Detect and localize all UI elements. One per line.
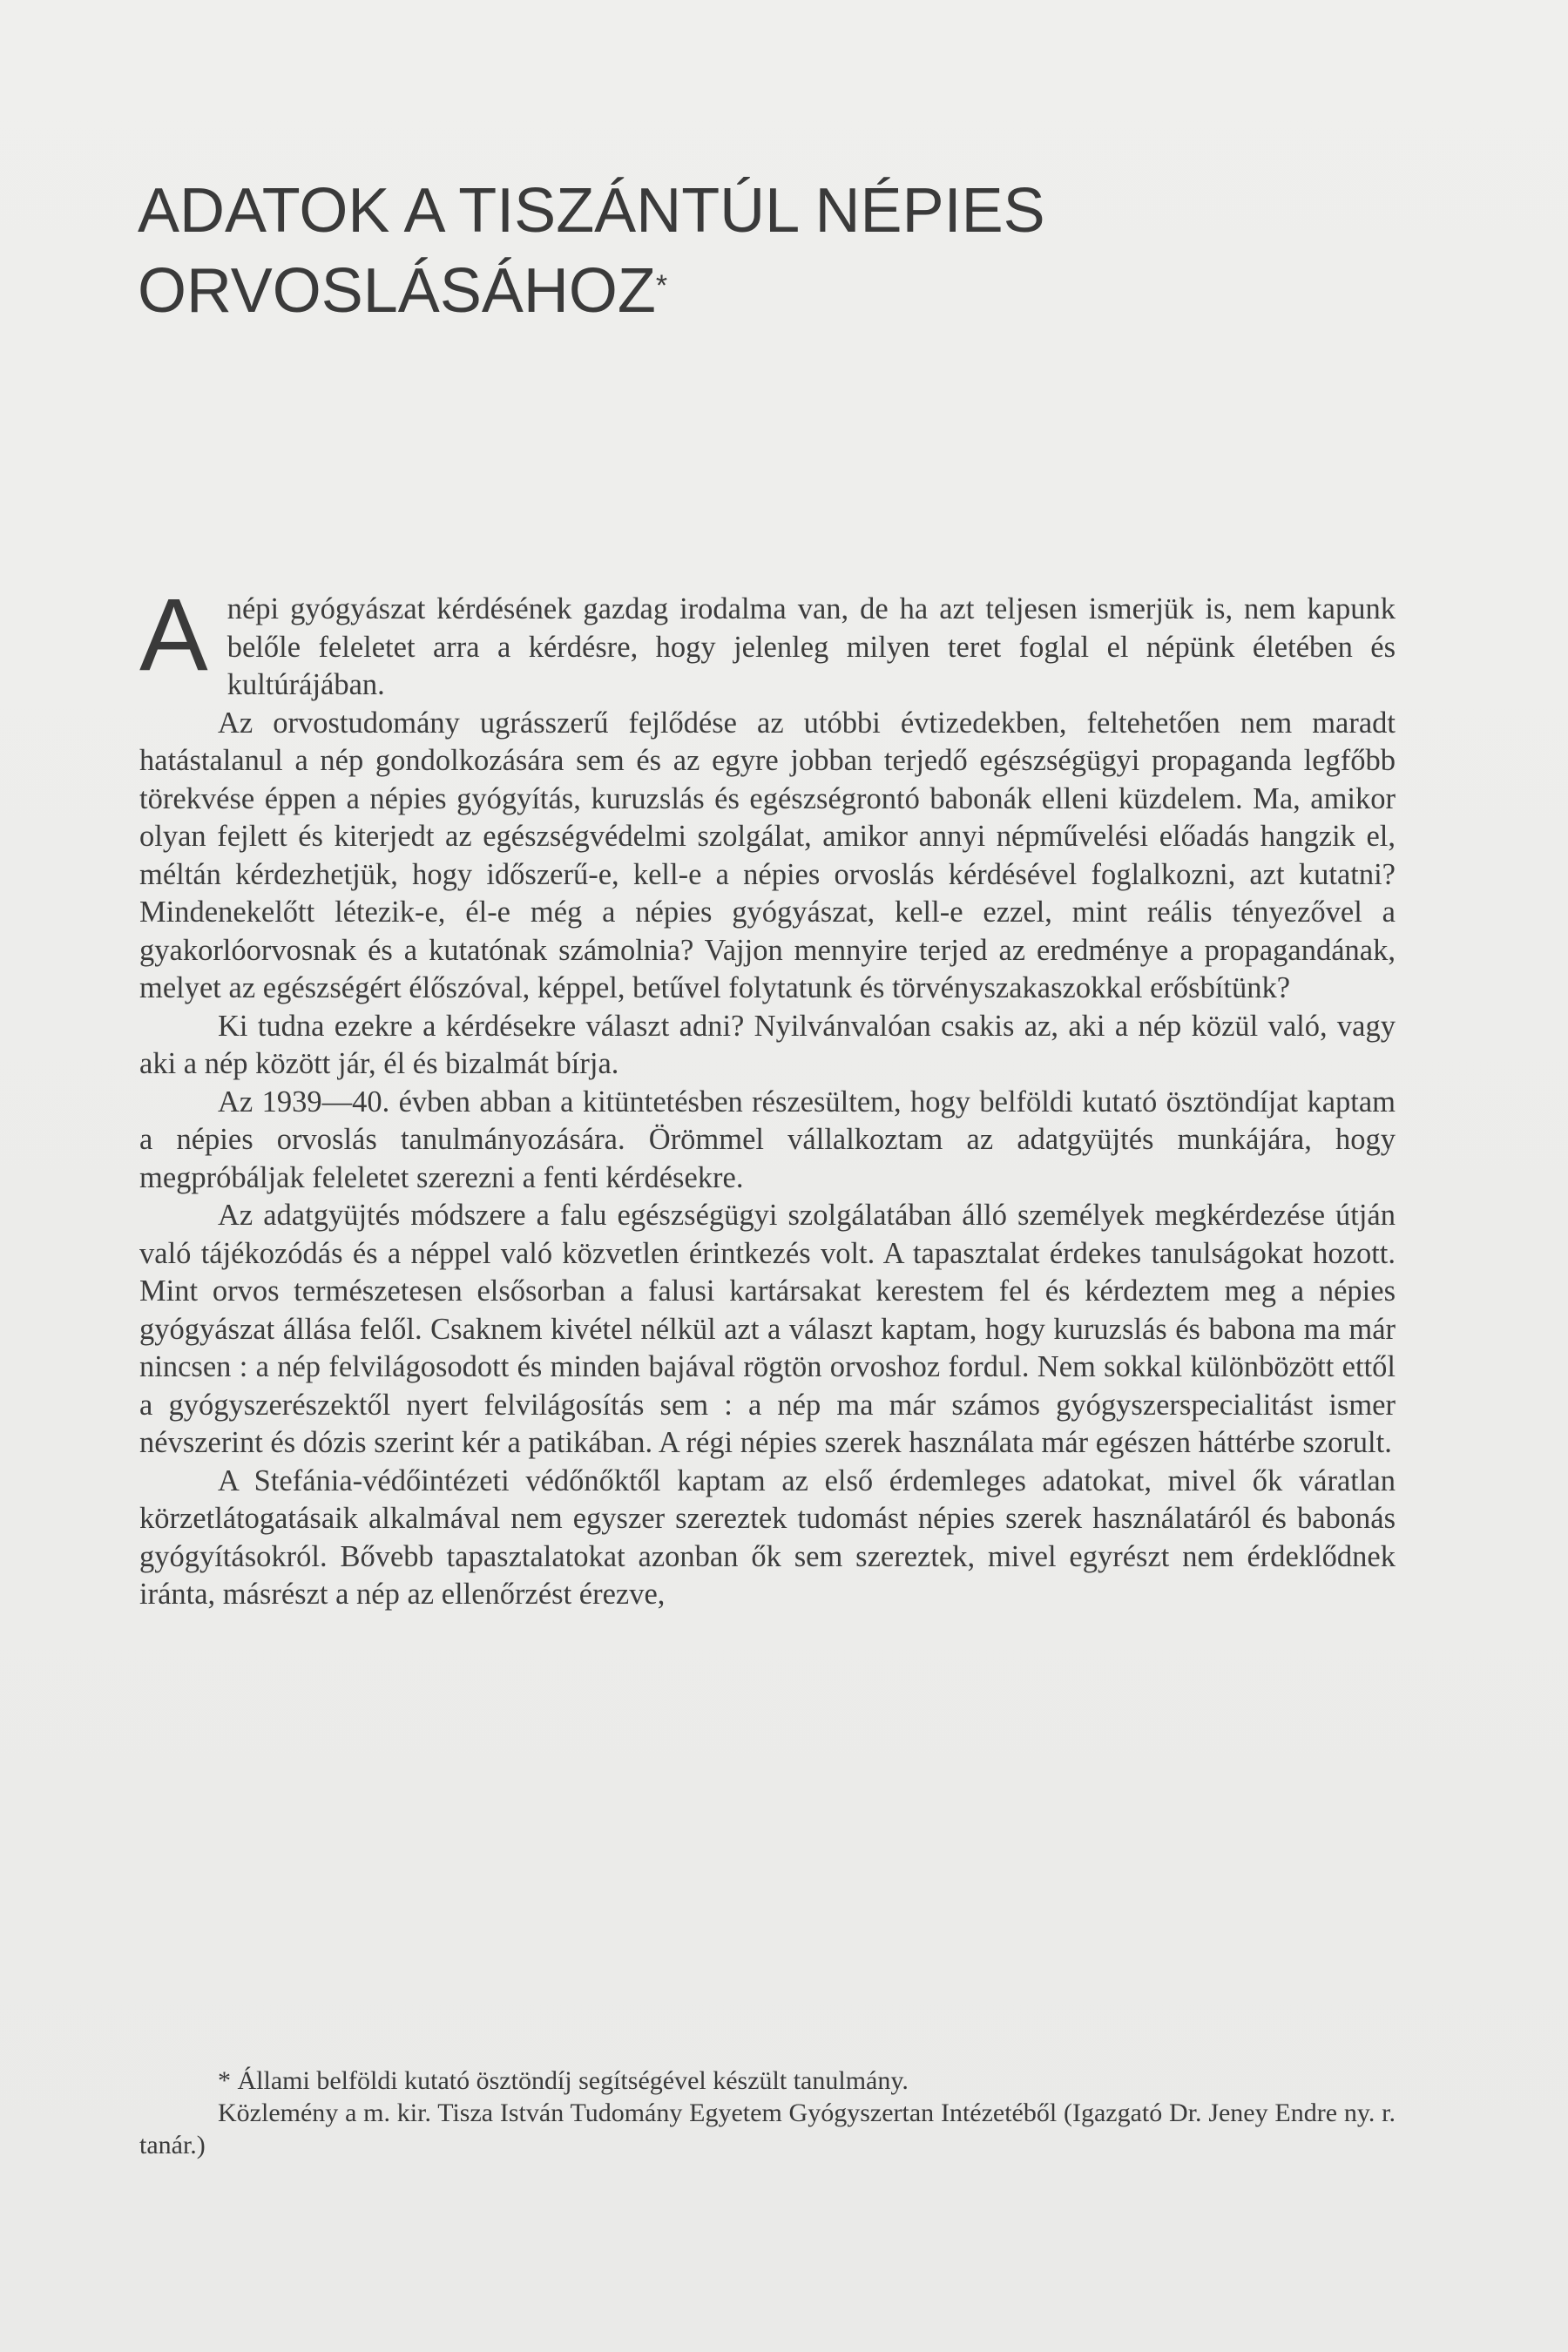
paragraph-5: Az adatgyüjtés módszere a falu egészségügyi szolgálatában álló személyek megkérdezése útján való tájékozódás és a néppel való közvetlen érintkezés volt. A tapasztalat érdekes tanulságokat hozott. Mint orvos természetesen elsősorban a falusi kartársakat kerestem fel és kérdeztem meg a népies gyógyászat állása felől. Csaknem kivétel nélkül azt a választ kaptam, hogy kuruzslás és babona ma már nincsen : a nép felvilágosodott és minden bajával rögtön orvoshoz fordul. Nem sokkal különbözött ettől a gyógyszerészektől nyert felvilágosítás sem : a nép ma már számos gyógyszerspecialitást ismer névszerint és dózis szerint kér a patikában. A régi népies szerek használata már egészen háttérbe szorult. [139,1199,1396,1459]
footnote-line-2: Közlemény a m. kir. Tisza István Tudomány Egyetem Gyógyszertan Intézetéből (Igazgató Dr. Jeney Endre ny. r. tanár.) [139,2099,1396,2159]
article-title [138,171,1401,331]
title-line-1: ADATOK A TISZÁNTÚL NÉPIES [138,176,1045,246]
paragraph-4: Az 1939—40. évben abban a kitüntetésben részesültem, hogy belföldi kutató ösztöndíjat kaptam a népies orvoslás tanulmányozására. Örömmel vállalkoztam az adatgyüjtés munkájára, hogy megpróbáljak feleletet szerezni a fenti kérdésekre. [139,1085,1396,1194]
paragraph-3: Ki tudna ezekre a kérdésekre választ adni? Nyilvánvalóan csakis az, aki a nép közül való, vagy aki a nép között jár, él és bizalmát bírja. [139,1009,1396,1080]
drop-cap: A [139,578,208,693]
paragraph-2: Az orvostudomány ugrásszerű fejlődése az utóbbi évtizedekben, feltehetően nem maradt hatástalanul a nép gondolkozására sem és az egyre jobban terjedő egészségügyi propaganda legfőbb törekvése éppen a népies gyógyítás, kuruzslás és egészségrontó babonák elleni küzdelem. Ma, amikor olyan fejlett és kiterjedt az egészségvédelmi szolgálat, amikor annyi népművelési előadás hangzik el, méltán kérdezhetjük, hogy időszerű-e, kell-e a népies orvoslás kérdésével foglalkozni, azt kutatni? Mindenekelőtt létezik-e, él-e még a népies gyógyászat, kell-e ezzel, mint reális tényezővel a gyakorlóorvosnak és a kutatónak számolnia? Vajjon mennyire terjed az eredménye a propagandának, melyet az egészségért élőszóval, képpel, betűvel folytatunk és törvényszakaszokkal erősbítünk? [139,706,1396,1004]
paragraph-1-text: népi gyógyászat kérdésének gazdag irodalma van, de ha azt teljesen ismerjük is, nem kapunk belőle feleletet arra a kérdésre, hogy jelenleg milyen teret foglal el népünk életében és kultúrájában. [226,592,1396,701]
footnote-line-1: * Állami belföldi kutató ösztöndíj segítségével készült tanulmány. [218,2066,909,2095]
paragraph-6: A Stefánia-védőintézeti védőnőktől kaptam az első érdemleges adatokat, mivel ők váratlan körzetlátogatásaik alkalmával nem egyszer szereztek tudomást népies szerek használatáról és babonás gyógyításokról. Bővebb tapasztalatokat azonban ők sem szereztek, mivel egyrészt nem érdeklődnek iránta, másrészt a nép az ellenőrzést érezve, [139,1463,1396,1611]
article-body [139,578,1396,1614]
footnote [139,2065,1396,2161]
paragraph-1 [139,578,1396,705]
footnote-marker: * [655,269,668,302]
title-line-2: ORVOSLÁSÁHOZ [138,256,656,326]
